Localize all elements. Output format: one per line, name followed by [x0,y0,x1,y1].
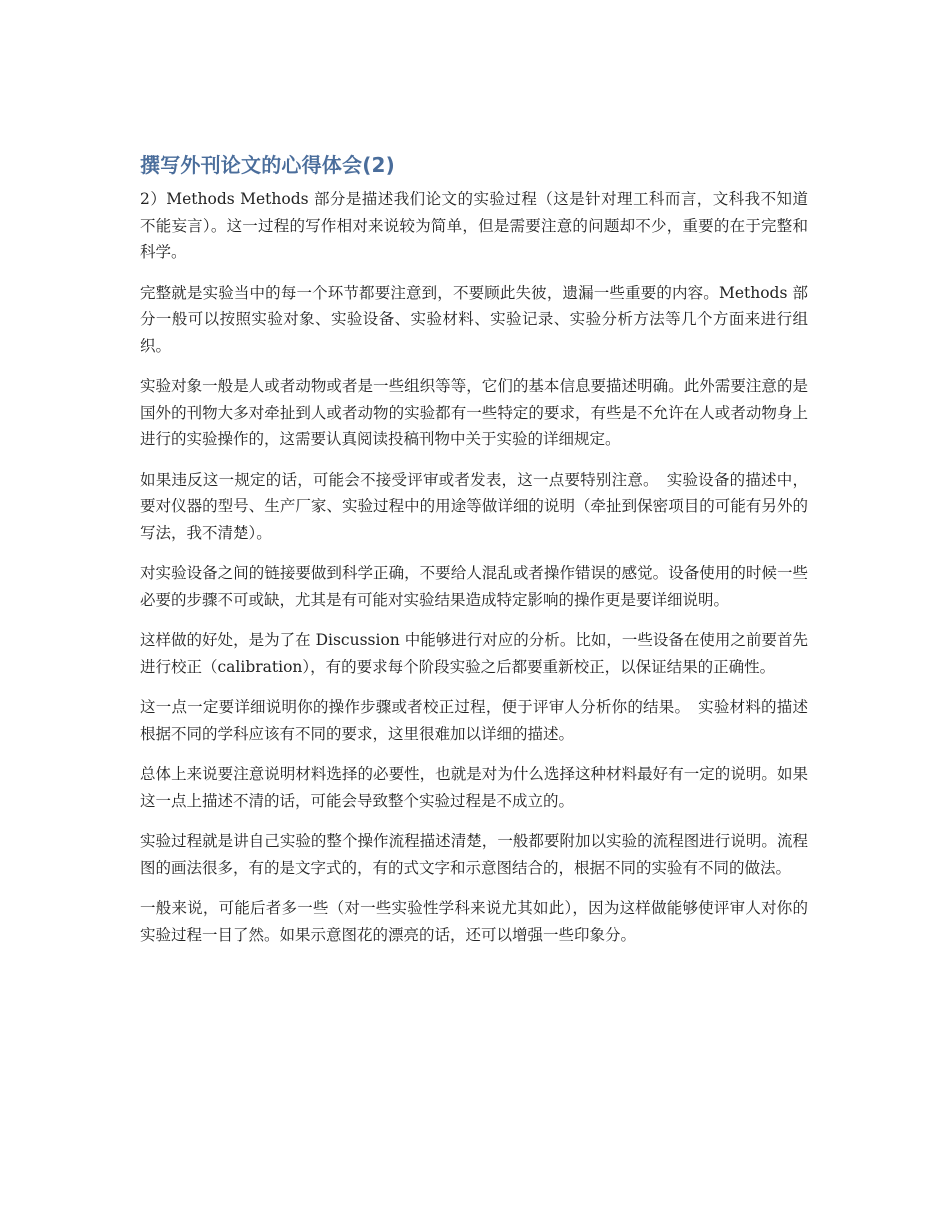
paragraph-5: 对实验设备之间的链接要做到科学正确，不要给人混乱或者操作错误的感觉。设备使用的时候一些必要的步骤不可或缺，尤其是有可能对实验结果造成特定影响的操作更是要详细说明。 [140,564,808,609]
paragraph-1: 2）Methods Methods 部分是描述我们论文的实验过程（这是针对理工科而言，文科我不知道不能妄言）。这一过程的写作相对来说较为简单，但是需要注意的问题却不少，重要的在于完整和科学。 [140,190,808,261]
paragraph-7: 这一点一定要详细说明你的操作步骤或者校正过程，便于评审人分析你的结果。 实验材料的描述根据不同的学科应该有不同的要求，这里很难加以详细的描述。 [140,698,808,743]
paragraph-8: 总体上来说要注意说明材料选择的必要性，也就是对为什么选择这种材料最好有一定的说明。如果这一点上描述不清的话，可能会导致整个实验过程是不成立的。 [140,765,808,810]
document-page [140,150,808,962]
paragraph-9: 实验过程就是讲自己实验的整个操作流程描述清楚，一般都要附加以实验的流程图进行说明。流程图的画法很多，有的是文字式的，有的式文字和示意图结合的，根据不同的实验有不同的做法。 [140,832,808,877]
document-title: 撰写外刊论文的心得体会(2) [140,153,395,177]
paragraph-6: 这样做的好处，是为了在 Discussion 中能够进行对应的分析。比如，一些设备在使用之前要首先进行校正（calibration），有的要求每个阶段实验之后都要重新校正，以保证结果的正确性。 [140,631,808,676]
paragraph-10: 一般来说，可能后者多一些（对一些实验性学科来说尤其如此），因为这样做能够使评审人对你的实验过程一目了然。如果示意图花的漂亮的话，还可以增强一些印象分。 [140,899,808,944]
paragraph-2: 完整就是实验当中的每一个环节都要注意到，不要顾此失彼，遗漏一些重要的内容。Methods 部分一般可以按照实验对象、实验设备、实验材料、实验记录、实验分析方法等几个方面来进行组织。 [140,283,808,355]
paragraph-4: 如果违反这一规定的话，可能会不接受评审或者发表，这一点要特别注意。 实验设备的描述中，要对仪器的型号、生产厂家、实验过程中的用途等做详细的说明（牵扯到保密项目的可能有另外的写法，我不清楚）。 [140,470,808,542]
paragraph-3: 实验对象一般是人或者动物或者是一些组织等等，它们的基本信息要描述明确。此外需要注意的是国外的刊物大多对牵扯到人或者动物的实验都有一些特定的要求，有些是不允许在人或者动物身上进行的实验操作的，这需要认真阅读投稿刊物中关于实验的详细规定。 [140,377,808,448]
document-body [140,186,808,948]
